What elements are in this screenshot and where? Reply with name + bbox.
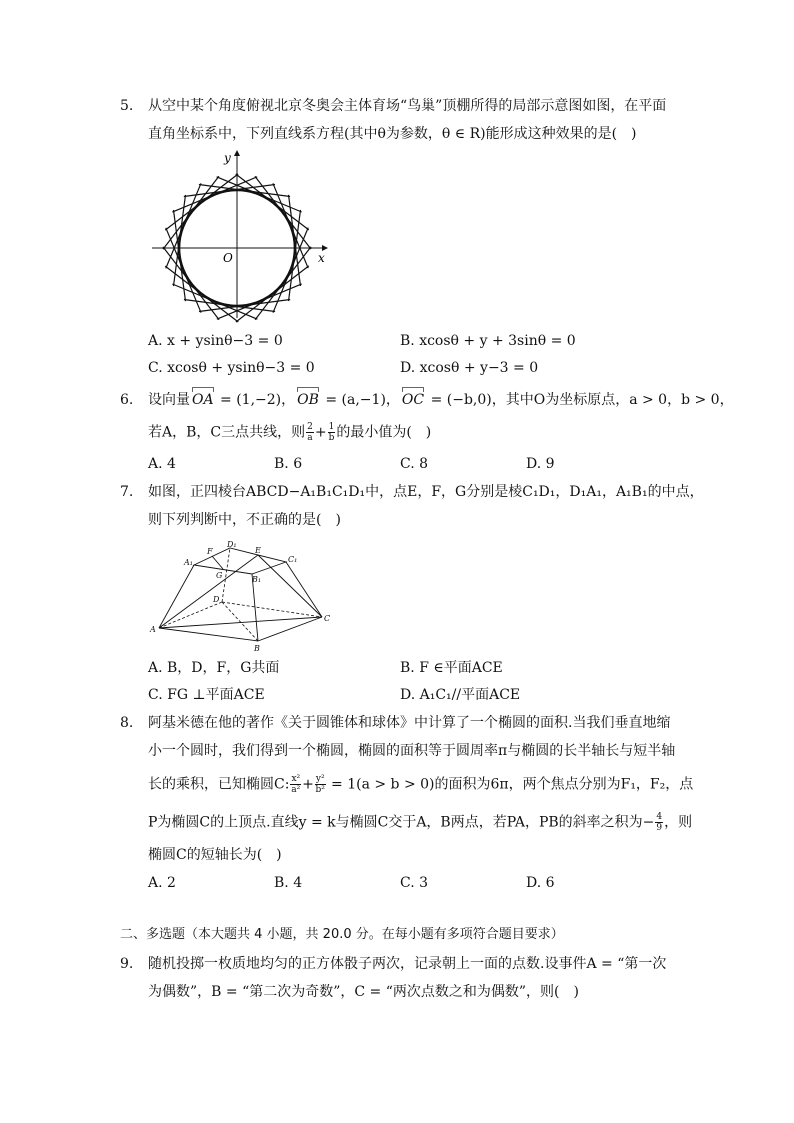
question-8-option-b[interactable]: B. 4: [274, 875, 303, 891]
question-6-option-c[interactable]: C. 8: [400, 456, 429, 472]
y-axis-arrow: [234, 150, 240, 156]
edge-aa1: [159, 565, 194, 628]
label-D: D: [213, 595, 220, 604]
frustum-figure: [150, 540, 335, 652]
label-F: F: [207, 547, 213, 556]
label-B1: B₁: [252, 575, 262, 584]
question-8-line-5: 椭圆C的短轴长为( ): [148, 847, 282, 863]
edge-dc: [222, 602, 322, 617]
question-8-line-1: 阿基米德在他的著作《关于圆锥体和球体》中计算了一个椭圆的面积.当我们垂直地缩: [148, 715, 671, 731]
question-6-line-1: 设向量 OA = (1,−2)， OB = (a,−1)， OC = (−b,0)，其中O为坐标原点，a > 0，b > 0，: [148, 392, 734, 408]
question-8-line-4: P为椭圆C的上顶点.直线y = k与椭圆C交于A，B两点，若PA，PB的斜率之积为− $\frac{4}{9}$ ，则: [148, 812, 693, 833]
question-8-option-c[interactable]: C. 3: [400, 875, 429, 891]
question-6-number: 6.: [120, 392, 134, 408]
label-G: G: [216, 571, 223, 580]
question-6-option-b[interactable]: B. 6: [274, 456, 303, 472]
question-5-option-a[interactable]: A. x + ysinθ−3 = 0: [148, 333, 283, 349]
bird-nest-figure: [150, 150, 340, 320]
label-C1: C₁: [288, 555, 298, 564]
question-5-option-b[interactable]: B. xcosθ + y + 3sinθ = 0: [400, 333, 576, 349]
question-8-line-2: 小一个圆时，我们得到一个椭圆，椭圆的面积等于圆周率π与椭圆的长半轴长与短半轴: [148, 743, 676, 759]
question-5-line-1: 从空中某个角度俯视北京冬奥会主体育场“鸟巢”顶棚所得的局部示意图如图，在平面: [148, 98, 667, 114]
question-8-option-d[interactable]: D. 6: [526, 875, 555, 891]
label-A1: A₁: [184, 558, 193, 567]
vector-oa: OA: [192, 392, 214, 408]
question-9-line-1: 随机投掷一枚质地均匀的正方体骰子两次，记录朝上一面的点数.设事件A = “第一次: [148, 956, 667, 972]
label-origin: O: [223, 251, 233, 265]
question-6-option-d[interactable]: D. 9: [526, 456, 555, 472]
fraction-x2-a2: $\frac{\text{x²}}{\text{a²}}$: [291, 774, 301, 795]
section-title-multiple-choice: 二、多选题（本大题共 4 小题，共 20.0 分。在每小题有多项符合题目要求）: [120, 927, 564, 942]
question-7-number: 7.: [120, 484, 134, 500]
question-7-option-d[interactable]: D. A₁C₁//平面ACE: [400, 687, 521, 703]
edge-dd1: [222, 548, 230, 602]
label-E: E: [255, 546, 261, 555]
line-ce: [258, 555, 322, 617]
question-5-number: 5.: [120, 98, 134, 114]
fraction-4-over-9: $\frac{4}{9}$: [656, 812, 663, 833]
vector-oc: OC: [401, 392, 425, 408]
label-y: y: [224, 151, 231, 165]
label-C: C: [324, 614, 331, 623]
vector-ob: OB: [297, 392, 319, 408]
question-6-option-a[interactable]: A. 4: [148, 456, 176, 472]
fraction-2-over-a: $\frac{2}{a}$: [307, 422, 313, 443]
label-D1: D₁: [227, 540, 237, 549]
question-8-option-a[interactable]: A. 2: [148, 875, 176, 891]
question-7-line-2: 则下列判断中，不正确的是( ): [148, 512, 341, 528]
question-6-line-2: 若A，B，C三点共线，则 $\frac{2}{a}$ + $\frac{1}{b}$ 的最小值为( ): [148, 422, 432, 443]
label-A: A: [150, 625, 156, 634]
label-x: x: [318, 251, 325, 265]
fraction-y2-b2: $\frac{\text{y²}}{\text{b²}}$: [315, 774, 325, 795]
label-B: B: [254, 644, 260, 653]
line-ae: [159, 555, 258, 628]
question-9-line-2: 为偶数”，B = “第二次为奇数”，C = “两次点数之和为偶数”，则( ): [148, 984, 579, 1000]
fraction-1-over-b: $\frac{1}{b}$: [328, 422, 335, 443]
line-fg: [212, 556, 223, 569]
question-8-number: 8.: [120, 715, 134, 731]
edge-ab: [159, 628, 258, 641]
question-7-option-a[interactable]: A. B，D，F，G共面: [148, 660, 280, 676]
question-7-option-c[interactable]: C. FG ⊥平面ACE: [148, 687, 265, 703]
edge-cc1: [286, 562, 322, 617]
question-8-line-3: 长的乘积，已知椭圆C: $\frac{\text{x²}}{\text{a²}}$ + $\frac{\text{y²}}{\text{b²}}$ = 1(a > b > 0)的面积为6π，两个焦点分别为F₁，F₂，点: [148, 774, 694, 795]
question-7-line-1: 如图，正四棱台ABCD−A₁B₁C₁D₁中，点E，F，G分别是棱C₁D₁，D₁A₁，A₁B₁的中点，: [148, 484, 704, 500]
question-5-line-2: 直角坐标系中，下列直线系方程(其中θ为参数，θ ∈ R)能形成这种效果的是( ): [148, 126, 637, 142]
question-7-option-b[interactable]: B. F ∈平面ACE: [400, 660, 503, 676]
question-5-option-c[interactable]: C. xcosθ + ysinθ−3 = 0: [148, 360, 315, 376]
question-9-number: 9.: [120, 956, 134, 972]
question-5-option-d[interactable]: D. xcosθ + y−3 = 0: [400, 360, 539, 376]
